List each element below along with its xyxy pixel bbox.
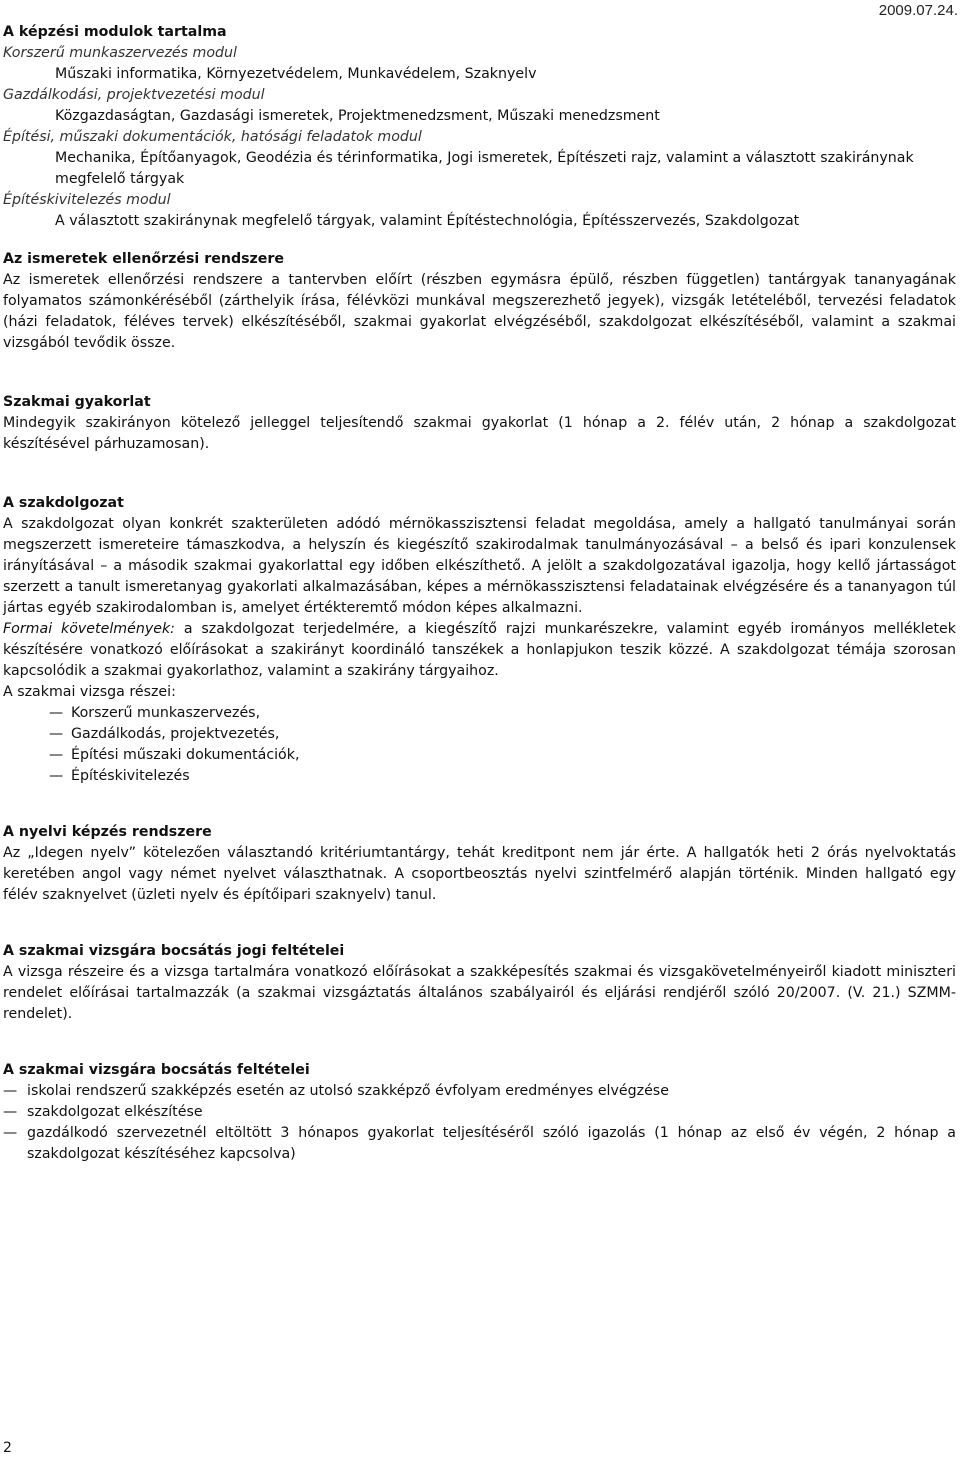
module-content: Műszaki informatika, Környezetvédelem, Munkavédelem, Szaknyelv [55, 66, 537, 82]
practice-title: Szakmai gyakorlat [3, 394, 151, 410]
assessment-text: Az ismeretek ellenőrzési rendszere a tantervben előírt (részben egymásra épülő, részben független) tantárgyak tananyagának folyamatos számonkéréséből (zárthelyik írása, félévközi munkával megszerezhető jegyek), vizsgák letételéből, tervezési feladatok (házi feladatok, féléves tervek) elkészítéséből, szakmai gyakorlat elvégzéséből, szakdolgozat elkészítéséből, valamint a szakmai vizsgából tevődik össze. [3, 272, 956, 351]
thesis-formal-requirements [3, 619, 956, 682]
list-item: — gazdálkodó szervezetnél eltöltött 3 hónapos gyakorlat teljesítéséről szóló igazolás (1 hónap az első év végén, 2 hónap a szakdolgozat készítéséhez kapcsolva) [3, 1123, 956, 1165]
exam-parts-list [3, 703, 956, 787]
module-name: Korszerű munkaszervezés modul [3, 45, 237, 61]
module-content: Mechanika, Építőanyagok, Geodézia és térinformatika, Jogi ismeretek, Építészeti rajz, valamint a választott szakiránynak megfelelő tárgyak [55, 150, 914, 187]
thesis-title: A szakdolgozat [3, 495, 124, 511]
modules-title: A képzési modulok tartalma [3, 24, 227, 40]
list-item: — Építési műszaki dokumentációk, [49, 745, 956, 766]
list-item: — szakdolgozat elkészítése [3, 1102, 956, 1123]
module-content: Közgazdaságtan, Gazdasági ismeretek, Projektmenedzsment, Műszaki menedzsment [55, 108, 660, 124]
formal-requirements-label: Formai követelmények: [3, 621, 175, 637]
thesis-text: A szakdolgozat olyan konkrét szakterületen adódó mérnökasszisztensi feladat megoldása, amely a hallgató tanulmányai során megszerzett ismereteire támaszkodva, a helyszín és kiegészítő szakirodalmak tanulmányozásával – a belső és ipari konzulensek irányításával – a második szakmai gyakorlattal egy időben elkészíthető. A jelölt a szakdolgozatával igazolja, hogy kellő jártasságot szerzett a tanult ismeretanyag gyakorlati alkalmazásában, képes a mérnökasszisztensi feladatainak elvégzésére és a tananyagon túl jártas egyéb szakirodalomban is, amelyet értékteremtő módon képes alkalmazni. [3, 516, 956, 616]
module-content: A választott szakiránynak megfelelő tárgyak, valamint Építéstechnológia, Építésszervezés, Szakdolgozat [55, 213, 800, 229]
exam-parts-label: A szakmai vizsga részei: [3, 684, 176, 700]
legal-title: A szakmai vizsgára bocsátás jogi feltételei [3, 943, 345, 959]
list-item: — iskolai rendszerű szakképzés esetén az utolsó szakképző évfolyam eredményes elvégzése [3, 1081, 956, 1102]
list-item: — Korszerű munkaszervezés, [49, 703, 956, 724]
document-page [3, 22, 956, 1165]
module-name: Gazdálkodási, projektvezetési modul [3, 87, 265, 103]
language-title: A nyelvi képzés rendszere [3, 824, 212, 840]
conditions-list [3, 1081, 956, 1165]
practice-text: Mindegyik szakirányon kötelező jelleggel teljesítendő szakmai gyakorlat (1 hónap a 2. félév után, 2 hónap a szakdolgozat készítésével párhuzamosan). [3, 415, 956, 452]
language-text: Az „Idegen nyelv” kötelezően választandó kritériumtantárgy, tehát kreditpont nem jár érte. A hallgatók heti 2 órás nyelvoktatás keretében angol vagy német nyelvet választhatnak. A csoportbeosztás nyelvi szintfelmérő alapján történik. Minden hallgató egy félév szaknyelvet (üzleti nyelv és építőipari szaknyelv) tanul. [3, 845, 956, 903]
module-name: Építéskivitelezés modul [3, 192, 171, 208]
assessment-title: Az ismeretek ellenőrzési rendszere [3, 251, 285, 267]
legal-text: A vizsga részeire és a vizsga tartalmára vonatkozó előírásokat a szakképesítés szakmai és vizsgakövetelményeiről kiadott miniszteri rendelet előírásai tartalmazzák (a szakmai vizsgáztatás általános szabályairól és eljárási rendjéről szóló 20/2007. (V. 21.) SZMM-rendelet). [3, 964, 956, 1022]
document-date: 2009.07.24. [878, 2, 958, 19]
conditions-title: A szakmai vizsgára bocsátás feltételei [3, 1062, 310, 1078]
page-number: 2 [3, 1440, 12, 1456]
list-item: — Építéskivitelezés [49, 766, 956, 787]
module-name: Építési, műszaki dokumentációk, hatósági feladatok modul [3, 129, 422, 145]
list-item: — Gazdálkodás, projektvezetés, [49, 724, 956, 745]
formal-requirements-text: a szakdolgozat terjedelmére, a kiegészítő rajzi munkarészekre, valamint egyéb irományos mellékletek készítésére vonatkozó előírásokat a szakirányt koordináló tanszékek a honlapjukon teszik közzé. A szakdolgozat témája szorosan kapcsolódik a szakmai gyakorlathoz, valamint a szakirány tárgyaihoz. [3, 621, 956, 679]
